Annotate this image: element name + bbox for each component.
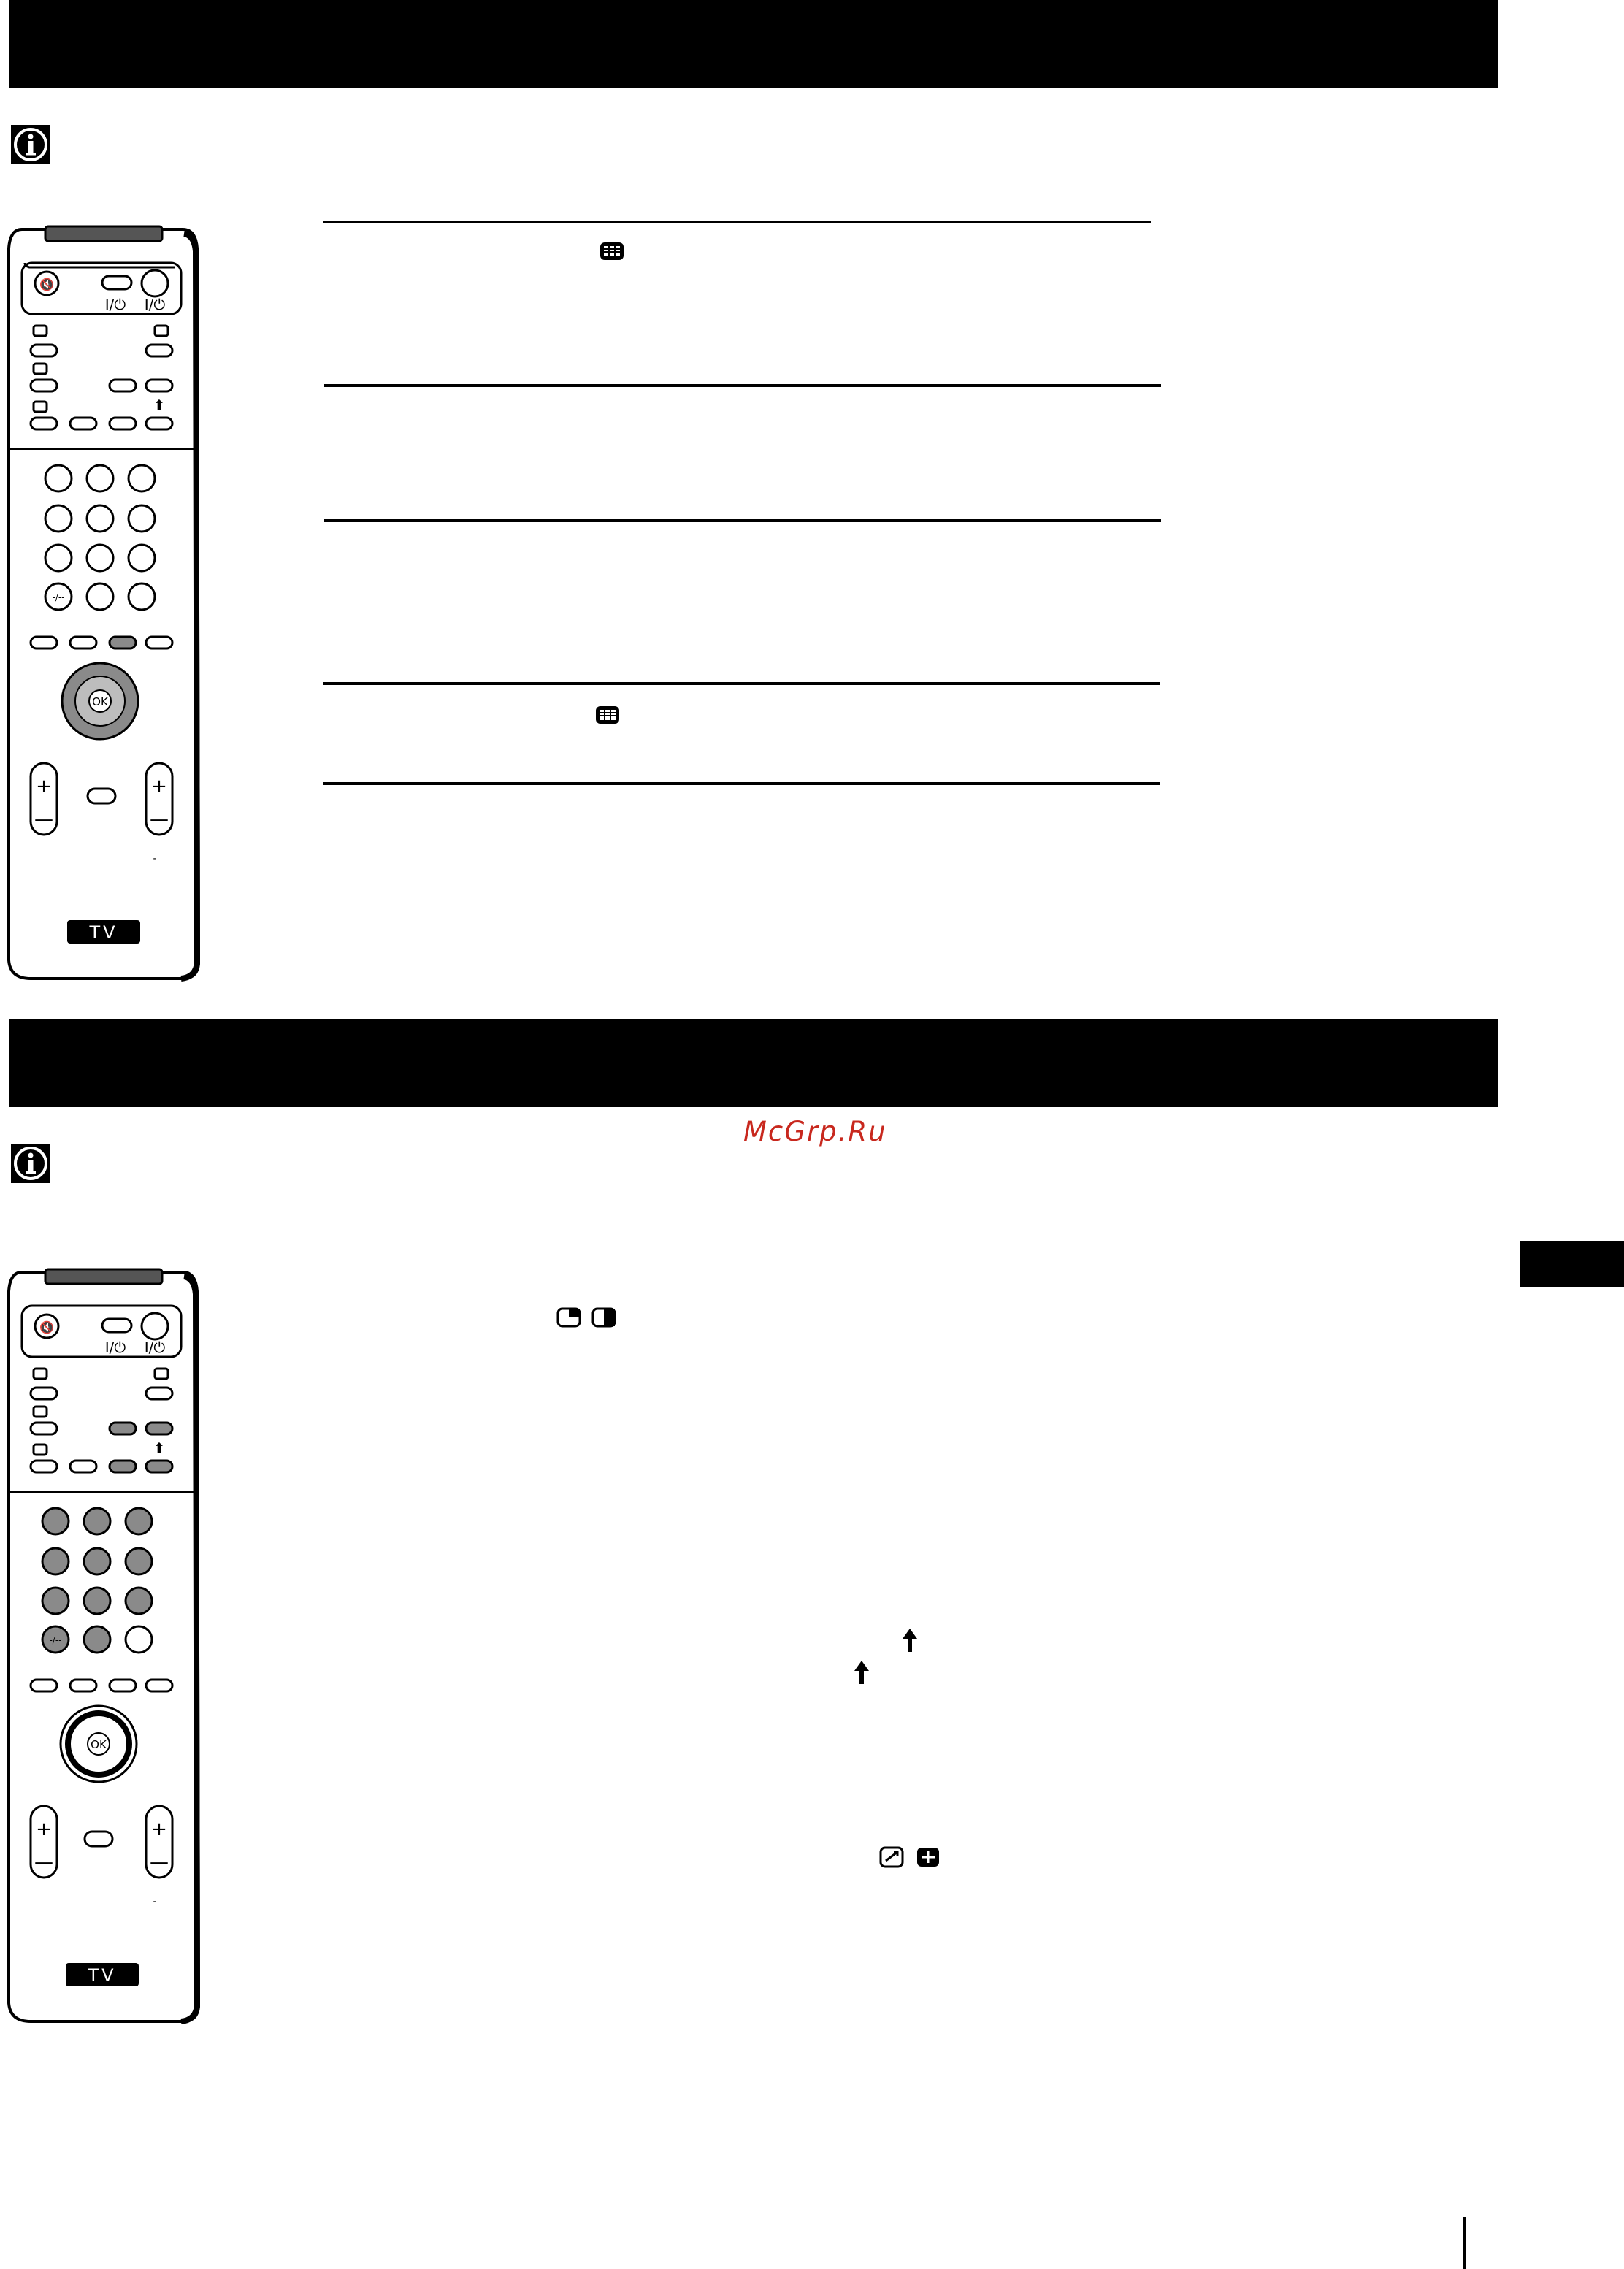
divider-rule xyxy=(324,384,1161,387)
section-header-band-top xyxy=(9,0,1498,88)
power-label-right: I/⏻ xyxy=(144,296,166,313)
remote-tv-label: TV xyxy=(89,922,118,943)
svg-text:—: — xyxy=(150,808,169,830)
divider-rule xyxy=(323,782,1160,785)
up-arrow-label: ⬆ xyxy=(153,1439,166,1457)
info-icon xyxy=(10,124,51,165)
small-dash: - xyxy=(153,853,157,865)
digit-dash-label: -/-- xyxy=(52,592,65,602)
swap-icon xyxy=(879,1846,904,1868)
divider-rule xyxy=(324,519,1161,522)
ok-label: OK xyxy=(91,1738,107,1751)
svg-text:+: + xyxy=(151,1818,167,1840)
up-arrow-icon xyxy=(853,1659,870,1686)
svg-text:🔇: 🔇 xyxy=(39,1320,54,1334)
svg-text:+: + xyxy=(36,1818,52,1840)
svg-text:—: — xyxy=(34,1851,53,1873)
section-header-band-bottom xyxy=(9,1019,1498,1107)
half-screen-icon xyxy=(591,1307,616,1328)
up-arrow-icon xyxy=(901,1627,919,1653)
svg-text:—: — xyxy=(150,1851,169,1873)
power-label-right: I/⏻ xyxy=(144,1339,166,1356)
teletext-icon xyxy=(594,705,621,725)
enlarge-icon xyxy=(916,1846,941,1868)
remote-control-illustration-bottom xyxy=(0,1262,212,2029)
info-icon xyxy=(10,1143,51,1184)
svg-text:🔇: 🔇 xyxy=(39,278,54,291)
remote-tv-label: TV xyxy=(88,1965,117,1986)
teletext-icon xyxy=(599,241,625,261)
up-arrow-label: ⬆ xyxy=(153,397,166,414)
split-screen-icon xyxy=(556,1307,581,1328)
svg-text:—: — xyxy=(34,808,53,830)
page-edge-bar xyxy=(1463,2217,1466,2269)
remote-control-illustration-top xyxy=(0,219,212,986)
section-tab xyxy=(1520,1241,1624,1287)
power-label-left: I/⏻ xyxy=(104,296,126,313)
svg-text:+: + xyxy=(36,776,52,797)
svg-text:+: + xyxy=(151,776,167,797)
digit-dash-label: -/-- xyxy=(49,1635,62,1645)
watermark: McGrp.Ru xyxy=(743,1116,887,1147)
power-label-left: I/⏻ xyxy=(104,1339,126,1356)
divider-rule xyxy=(323,221,1151,223)
small-dash: - xyxy=(153,1896,157,1908)
divider-rule xyxy=(323,682,1160,685)
ok-label: OK xyxy=(92,695,108,708)
